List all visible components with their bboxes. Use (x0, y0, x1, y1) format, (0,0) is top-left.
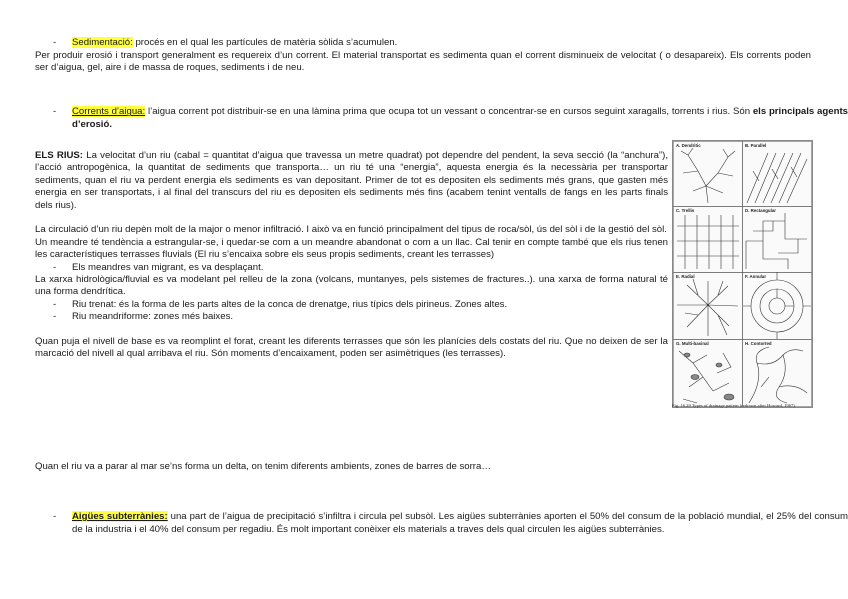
meandres-item: - Els meandres van migrant, es va desplaçant. (53, 261, 264, 273)
panel-label: C. Trellis (676, 208, 695, 213)
rius-p4: La xarxa hidrològica/fluvial es va modelant pel relleu de la zona (volcans, muntanyes, pels sistemes de fractures..). una xarxa de forma natural té una forma dendrítica. (35, 274, 668, 298)
figure-caption: Fig. 16.29 Types of drainage pattern (redrawn after Howard, 1967). (672, 403, 796, 408)
parallel-lines (747, 153, 807, 203)
drainage-patterns-figure (672, 140, 813, 408)
aigues-item (35, 511, 848, 536)
panel-label: B. Parallel (745, 143, 767, 148)
corrents-term: Corrents d’aigua: (72, 106, 146, 118)
multibasinal-lines (679, 351, 731, 403)
intro-paragraph: Per produir erosió i transport generalment es requereix d’un corrent. El material transportat es sedimenta quan el corrent disminueix de velocitat ( o desapareix). Els corrents poden ser d’aigua, gel, aire i de massa de roques, sediments i de neu. (35, 50, 811, 74)
bullet-dash: - (53, 311, 57, 323)
rectangular-lines (746, 213, 807, 269)
panel-a-frame (674, 142, 743, 207)
rius-section (35, 150, 668, 361)
panel-label: F. Annular (745, 274, 767, 279)
drainage-patterns-svg (673, 141, 812, 407)
basin-shape (724, 394, 734, 400)
annular-ring (751, 280, 803, 332)
panel-b-frame (743, 142, 812, 207)
bullet-dash: - (53, 298, 57, 310)
bullet-dash: - (53, 106, 57, 118)
corrents-bold: els principals agents d’erosió. (72, 106, 848, 130)
rius-p1: ELS RIUS: La velocitat d’un riu (cabal = quantitat d’aigua que travessa un metre quadrat) pot dependre del pendent, la seva secció (la “anchura”), l’acció antropogènica, la quantitat de sediments que transporta… un riu té una “energia”, aquesta energia és la necessària per transportar sediments, quan el riu va perdent energia els sediments es van depositant. Primer de tot es depositen els sediments més grans, que gasten més energia en ser transportats, i al final del transcurs del riu es depositen els sediments més fins (acabem tenint ventalls de fangs en les parts finals dels rius). (35, 150, 668, 211)
trenat-item: - Riu trenat: és la forma de les parts altes de la conca de drenatge, rius típics dels pirineus. Zones altes. (53, 298, 508, 310)
contorted-lines (749, 347, 807, 403)
panel-c-frame (674, 207, 743, 273)
panel-label: D. Rectangular (745, 208, 776, 213)
dendritic-lines (681, 148, 735, 203)
annular-ring (769, 298, 785, 314)
panel-label: G. Multi-basinal (676, 341, 709, 346)
basin-shape (684, 353, 690, 357)
bullet-dash: - (53, 511, 57, 523)
panel-label: H. Contorted (745, 341, 772, 346)
sedimentacio-term: Sedimentació: (72, 37, 133, 48)
rius-p2: La circulació d’un riu depèn molt de la major o menor infiltració. I això va en funció principalment del tipus de roca/sòl, ús del sòl i de la gestió del sòl. (35, 224, 667, 236)
trellis-lines (677, 215, 739, 269)
corrents-text: l’aigua corrent pot distribuir-se en una làmina prima que ocupa tot un vessant o concentrar-se en cursos seguint xaragalls, torrents i rius. Són (145, 106, 753, 118)
meandriforme-item: - Riu meandriforme: zones més baixes. (53, 311, 234, 323)
bullet-dash: - (53, 37, 57, 48)
rius-p5: Quan puja el nivell de base es va reomplint el forat, creant les diferents terrasses que són les planícies dels costats del riu. Que no deixen de ser la marcació del nivell al qual arribava el riu. Són moments d’encaixament, poden ser asimètriques (les terrasses). (35, 336, 668, 360)
annular-spokes (743, 272, 811, 339)
sedimentacio-item (35, 37, 848, 49)
aigues-term: Aigües subterrànies: (72, 511, 168, 523)
aigues-text: una part de l’aigua de precipitació s’infiltra i circula pel subsòl. Les aigües subterrànies aporten el 50% del consum de la població mundial, el 25% del consum de la industria i el 40% del consum per regadiu. És molt important conèixer els materials a traves dels qual circulen les aigües subterrànies. (72, 511, 848, 535)
sedimentacio-text: procés en el qual les partícules de matèria sòlida s’acumulen. (132, 37, 398, 48)
rius-p3: Un meandre té tendència a estrangular-se, i quedar-se com a un meandre abandonat o com a un llac. Cal tenir en compte també que els rius tenen les característiques terrasses fluvials (El riu s’encaixa sobre els seus propis sediments, creant les terrasses) (35, 236, 668, 261)
corrents-item (35, 106, 848, 131)
radial-lines (677, 279, 738, 336)
basin-shape (716, 363, 722, 367)
basin-shape (691, 375, 699, 380)
panel-d-frame (743, 207, 812, 273)
panel-label: E. Radial (676, 274, 695, 279)
panel-f-frame (743, 273, 812, 340)
rius-p6: Quan el riu va a parar al mar se’ns forma un delta, on tenim diferents ambients, zones de barres de sorra… (35, 461, 491, 472)
panel-label: A. Dendritic (676, 143, 701, 148)
bullet-dash: - (53, 261, 57, 273)
rius-heading: ELS RIUS: (35, 150, 84, 161)
